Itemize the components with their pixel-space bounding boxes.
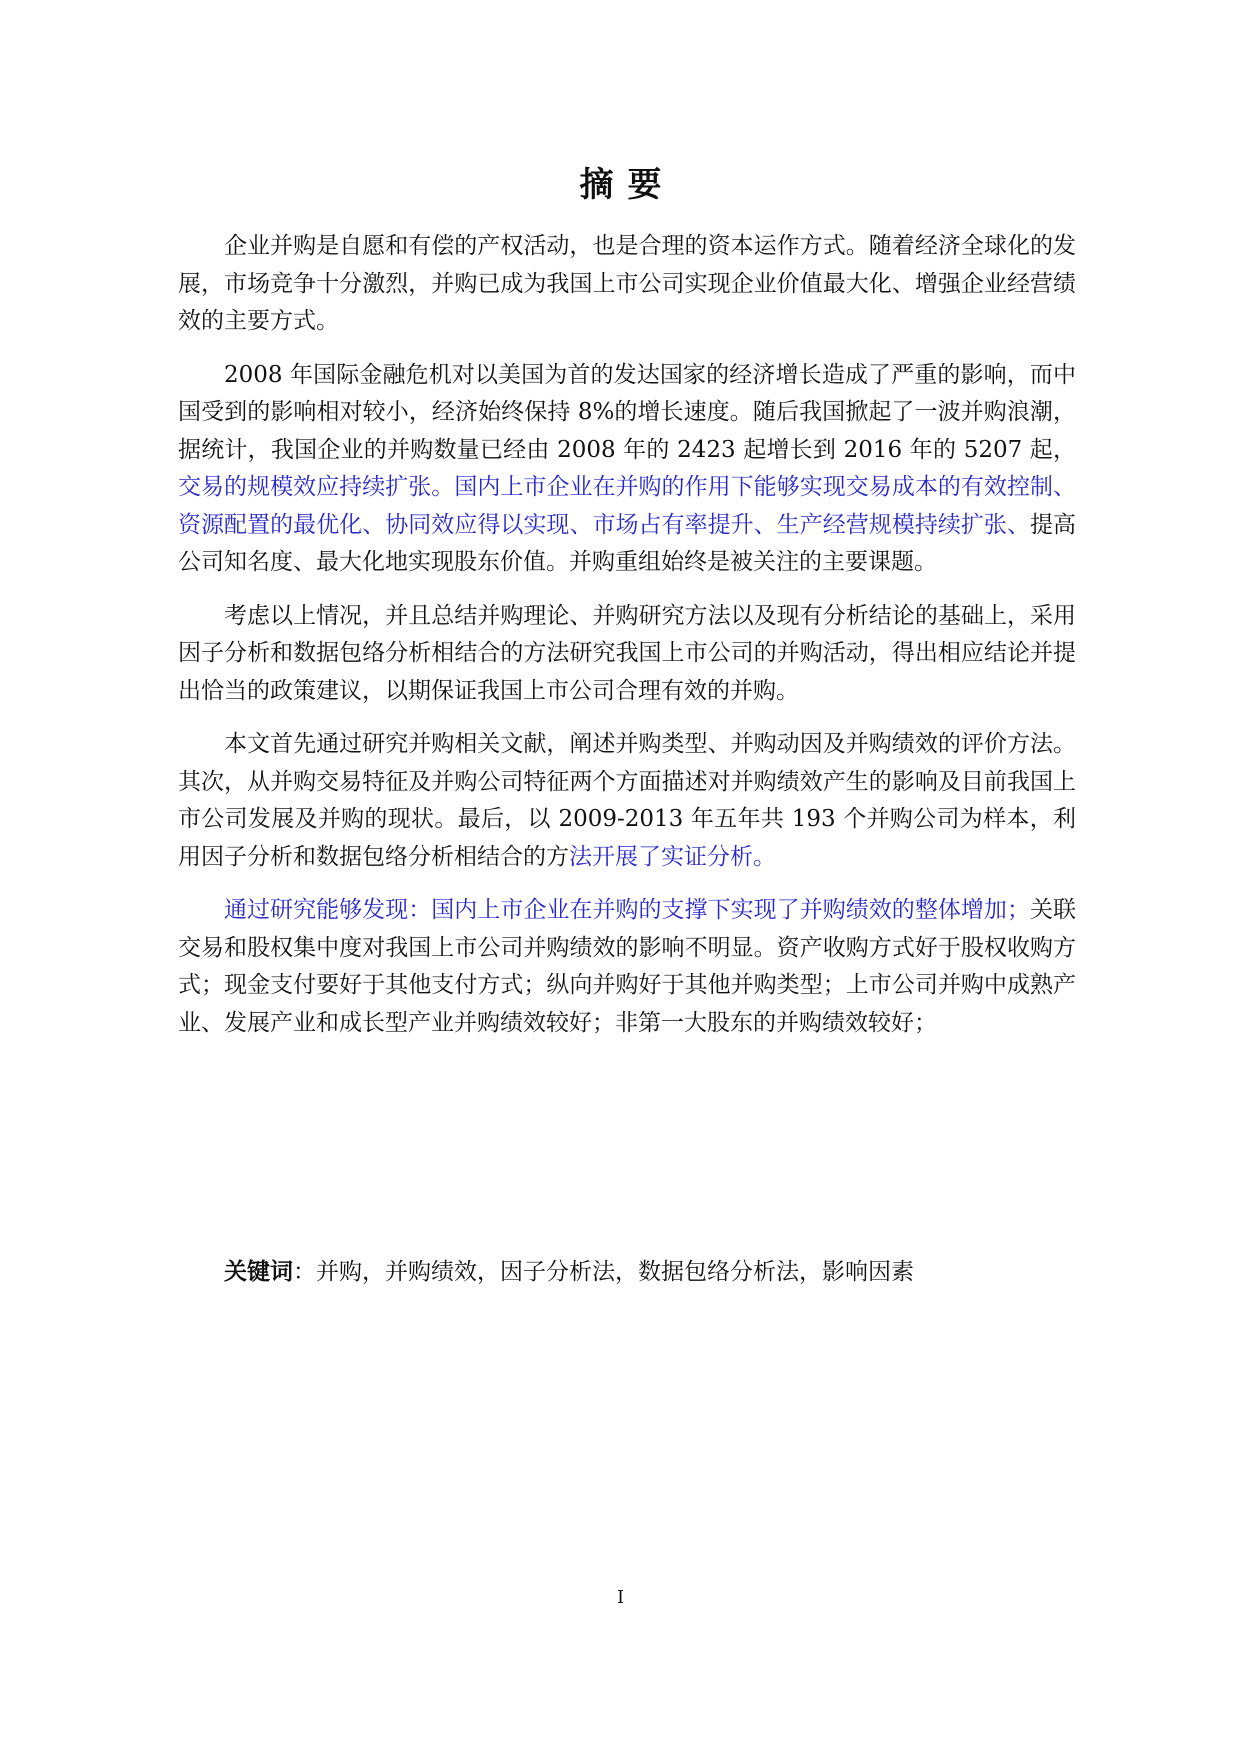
paragraph-text: 提高公司知名度、最大化地实现股东价值。并购重组始终是被关注的主要课题。: [178, 511, 1077, 575]
highlighted-text: 通过研究能够发现：国内上市企业在并购的支撑下实现了并购绩效的整体增加；: [224, 897, 1030, 923]
page-number: I: [616, 1587, 625, 1608]
paragraph-text: 考虑以上情况，并且总结并购理论、并购研究方法以及现有分析结论的基础上，采用因子分析和数据包络分析相结合的方法研究我国上市公司的并购活动，得出相应结论并提出恰当的政策建议，以期保证我国上市公司合理有效的并购。: [178, 602, 1076, 704]
abstract-body: [178, 228, 1076, 1058]
paragraph-text: 2008 年国际金融危机对以美国为首的发达国家的经济增长造成了严重的影响，而中国受到的影响相对较小，经济始终保持 8%的增长速度。随后我国掀起了一波并购浪潮，据统计，我国企业的并购数量已经由 2008 年的 2423 起增长到 2016 年的 5207 起，: [178, 361, 1076, 463]
page-title: 摘要: [579, 165, 676, 205]
abstract-paragraph: [178, 892, 1076, 1042]
abstract-paragraph: [178, 598, 1076, 711]
keywords-text: ：并购，并购绩效，因子分析法，数据包络分析法，影响因素: [293, 1259, 914, 1285]
highlighted-text: 法开展了实证分析。: [569, 843, 776, 870]
abstract-paragraph: [178, 228, 1076, 341]
abstract-paragraph: [178, 357, 1076, 582]
abstract-paragraph: [178, 726, 1076, 876]
paragraph-text: 关联交易和股权集中度对我国上市公司并购绩效的影响不明显。资产收购方式好于股权收购方式；现金支付要好于其他支付方式；纵向并购好于其他并购类型；上市公司并购中成熟产业、发展产业和成长型产业并购绩效较好；非第一大股东的并购绩效较好；: [178, 897, 1077, 1036]
paragraph-text: 本文首先通过研究并购相关文献，阐述并购类型、并购动因及并购绩效的评价方法。其次，从并购交易特征及并购公司特征两个方面描述对并购绩效产生的影响及目前我国上市公司发展及并购的现状。最后，以 2009-2013 年五年共 193 个并购公司为样本，利用因子分析和数据包络分析相结合的方: [178, 731, 1076, 870]
keywords-label: 关键词: [224, 1259, 293, 1285]
keywords-line: [178, 1254, 1076, 1292]
paragraph-text: 企业并购是自愿和有偿的产权活动，也是合理的资本运作方式。随着经济全球化的发展，市场竞争十分激烈，并购已成为我国上市公司实现企业价值最大化、增强企业经营绩效的主要方式。: [178, 233, 1076, 334]
highlighted-text: 交易的规模效应持续扩张。国内上市企业在并购的作用下能够实现交易成本的有效控制、资源配置的最优化、协同效应得以实现、市场占有率提升、生产经营规模持续扩张、: [178, 474, 1076, 538]
